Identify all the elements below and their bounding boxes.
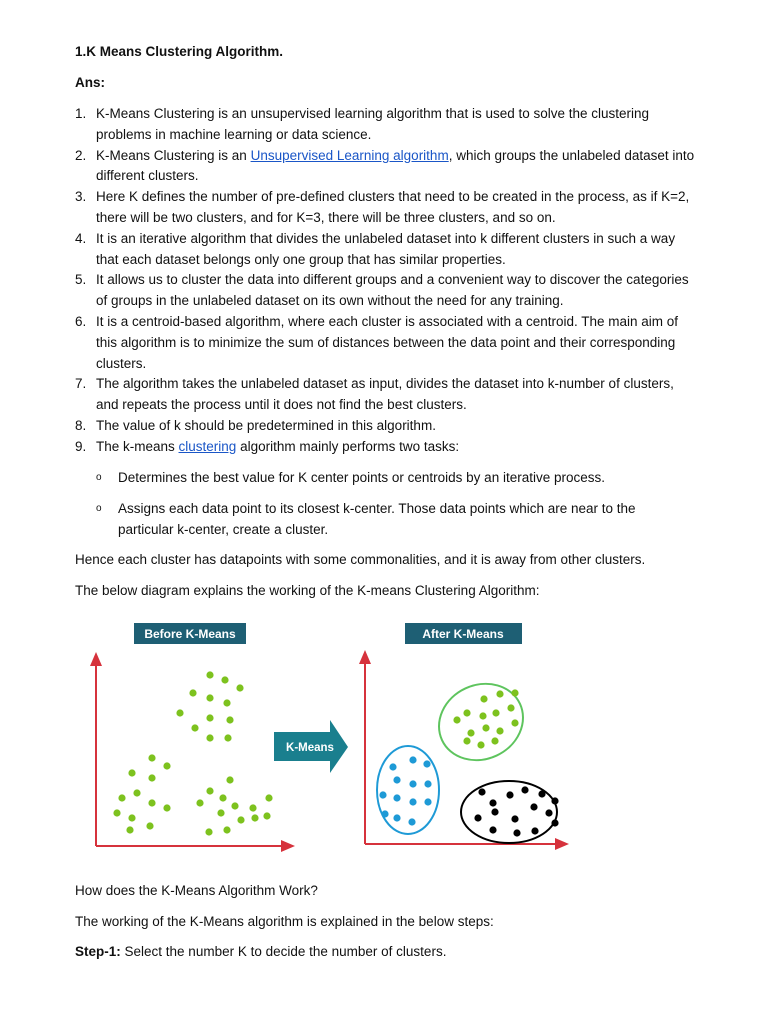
circle-bullet-icon: o (96, 472, 102, 483)
green-data-point (163, 804, 170, 811)
green-data-point (477, 741, 484, 748)
before-axes (90, 652, 295, 852)
green-data-point (217, 809, 224, 816)
green-data-point (467, 729, 474, 736)
after-label: After K-Means (422, 627, 504, 641)
sub-list-item-text: Assigns each data point to its closest k-center. Those data points which are near to the particular k-center, create a cluster. (118, 500, 636, 537)
list-item (75, 104, 695, 146)
black-data-point (513, 829, 520, 836)
list-item (75, 229, 695, 271)
blue-data-point (409, 780, 416, 787)
green-data-point (453, 716, 460, 723)
green-data-point (148, 799, 155, 806)
paragraph-working: The working of the K-Means algorithm is explained in the below steps: (75, 914, 494, 929)
black-data-point (489, 826, 496, 833)
green-data-point (176, 709, 183, 716)
list-item-number: 4. (75, 230, 87, 246)
black-data-point (531, 827, 538, 834)
before-label: Before K-Means (144, 627, 236, 641)
green-data-point (223, 826, 230, 833)
list-item-text: algorithm mainly performs two tasks: (236, 438, 460, 454)
green-data-point (206, 671, 213, 678)
list-item-number: 9. (75, 438, 87, 454)
list-item-text: , which groups the unlabeled dataset into different clusters. (96, 147, 695, 184)
list-item (75, 416, 695, 437)
list-item (75, 374, 695, 416)
green-data-point (206, 694, 213, 701)
sub-bullet-list (96, 468, 686, 540)
green-data-point (482, 724, 489, 731)
list-item-text: It is a centroid-based algorithm, where each cluster is associated with a centroid. The main aim of this algorithm is to minimize the sum of distances between the data point and their corresponding clusters. (96, 313, 679, 371)
list-item-text: K-Means Clustering is an unsupervised learning algorithm that is used to solve the clustering problems in machine learning or data science. (96, 106, 650, 142)
paragraph-below-diagram: The below diagram explains the working of the K-means Clustering Algorithm: (75, 583, 540, 598)
green-data-point (263, 812, 270, 819)
black-data-point (530, 803, 537, 810)
numbered-list (75, 104, 695, 458)
green-data-point (223, 699, 230, 706)
list-item-number: 1. (75, 106, 87, 121)
black-data-point (551, 819, 558, 826)
green-data-point (231, 802, 238, 809)
cluster-outlines (377, 670, 557, 843)
black-data-point (511, 815, 518, 822)
list-item-number: 7. (75, 376, 87, 392)
blue-data-point (408, 818, 415, 825)
green-data-point (189, 689, 196, 696)
green-data-point (148, 754, 155, 761)
green-data-point (237, 816, 244, 823)
sub-list-item (96, 468, 686, 489)
green-cluster-ellipse (426, 670, 535, 773)
black-data-point (474, 814, 481, 821)
green-data-point (226, 716, 233, 723)
green-data-point (206, 734, 213, 741)
green-data-point (221, 676, 228, 683)
black-data-point (551, 797, 558, 804)
black-data-point (506, 791, 513, 798)
green-data-point (226, 776, 233, 783)
blue-data-point (424, 780, 431, 787)
green-data-point (496, 690, 503, 697)
before-label-box (134, 623, 246, 644)
green-data-point (463, 737, 470, 744)
answer-label: Ans: (75, 75, 105, 90)
after-axes (359, 650, 569, 850)
green-data-point (191, 724, 198, 731)
blue-data-point (393, 776, 400, 783)
green-data-point (126, 826, 133, 833)
list-item-text: The algorithm takes the unlabeled dataset as input, divides the dataset into k-number of clusters, and repeats the process until it does not find the best clusters. (96, 376, 674, 413)
blue-data-point (389, 763, 396, 770)
blue-data-point (409, 798, 416, 805)
list-item (75, 187, 695, 229)
black-data-point (545, 809, 552, 816)
blue-data-point (423, 760, 430, 767)
green-data-point (496, 727, 503, 734)
green-data-point (148, 774, 155, 781)
before-data-points (113, 671, 272, 835)
green-data-point (480, 695, 487, 702)
blue-data-point (393, 794, 400, 801)
paragraph-hence: Hence each cluster has datapoints with some commonalities, and it is away from other clusters. (75, 552, 646, 567)
after-label-box (405, 623, 522, 644)
step-1 (75, 942, 715, 962)
green-data-point (196, 799, 203, 806)
list-item-text: Here K defines the number of pre-defined clusters that need to be created in the process, as if K=2, there will be two clusters, and for K=3, there will be three clusters, and so on. (96, 189, 690, 225)
inline-link[interactable]: Unsupervised Learning algorithm (250, 147, 449, 163)
green-data-point (511, 689, 518, 696)
green-data-point (511, 719, 518, 726)
blue-data-point (381, 810, 388, 817)
list-item-number: 8. (75, 417, 87, 433)
green-data-point (163, 762, 170, 769)
green-data-point (205, 828, 212, 835)
arrow-label: K-Means (286, 742, 334, 754)
green-data-point (265, 794, 272, 801)
inline-link[interactable]: clustering (178, 438, 237, 454)
green-data-point (251, 814, 258, 821)
step-1-text: Select the number K to decide the number of clusters. (120, 944, 447, 959)
green-data-point (463, 709, 470, 716)
black-cluster-ellipse (461, 781, 557, 843)
green-data-point (133, 789, 140, 796)
list-item-text: The value of k should be predetermined in this algorithm. (96, 417, 436, 433)
step-1-label: Step-1: (75, 944, 121, 959)
black-data-point (491, 808, 498, 815)
green-data-point (219, 794, 226, 801)
black-data-point (478, 788, 485, 795)
black-data-point (521, 786, 528, 793)
kmeans-arrow (274, 720, 348, 773)
list-item-number: 3. (75, 189, 87, 205)
list-item-number: 2. (75, 147, 87, 163)
blue-data-point (393, 814, 400, 821)
green-data-point (113, 809, 120, 816)
circle-bullet-icon: o (96, 502, 102, 514)
green-data-point (118, 794, 125, 801)
kmeans-diagram (75, 608, 575, 870)
list-item-text: K-Means Clustering is an (96, 147, 251, 163)
list-item-text: The k-means (96, 438, 179, 454)
list-item-text: It allows us to cluster the data into different groups and a convenient way to discover the categories of groups in the unlabeled dataset on its own without the need for any training. (96, 272, 689, 309)
paragraph-how: How does the K-Means Algorithm Work? (75, 883, 318, 898)
green-data-point (236, 684, 243, 691)
green-data-point (128, 769, 135, 776)
list-item (75, 312, 695, 374)
green-data-point (479, 712, 486, 719)
list-item-text: It is an iterative algorithm that divides the unlabeled dataset into k different clusters in such a way that each dataset belongs only one group that has similar properties. (96, 230, 676, 267)
green-data-point (249, 804, 256, 811)
black-data-point (489, 799, 496, 806)
page-title: 1.K Means Clustering Algorithm. (75, 44, 284, 59)
green-data-point (224, 734, 231, 741)
green-data-point (492, 709, 499, 716)
green-data-point (206, 714, 213, 721)
list-item (75, 146, 695, 188)
list-item-number: 5. (75, 272, 87, 288)
black-data-point (538, 790, 545, 797)
blue-cluster-ellipse (377, 746, 439, 834)
list-item (75, 437, 695, 458)
list-item (75, 270, 695, 312)
green-data-point (491, 737, 498, 744)
sub-list-item-text: Determines the best value for K center points or centroids by an iterative process. (118, 470, 605, 485)
green-data-point (507, 704, 514, 711)
blue-data-point (409, 756, 416, 763)
blue-data-point (379, 791, 386, 798)
green-data-point (146, 822, 153, 829)
green-data-point (206, 787, 213, 794)
blue-data-point (424, 798, 431, 805)
list-item-number: 6. (75, 313, 87, 329)
green-data-point (128, 814, 135, 821)
after-data-points (379, 689, 558, 836)
sub-list-item (96, 499, 686, 541)
